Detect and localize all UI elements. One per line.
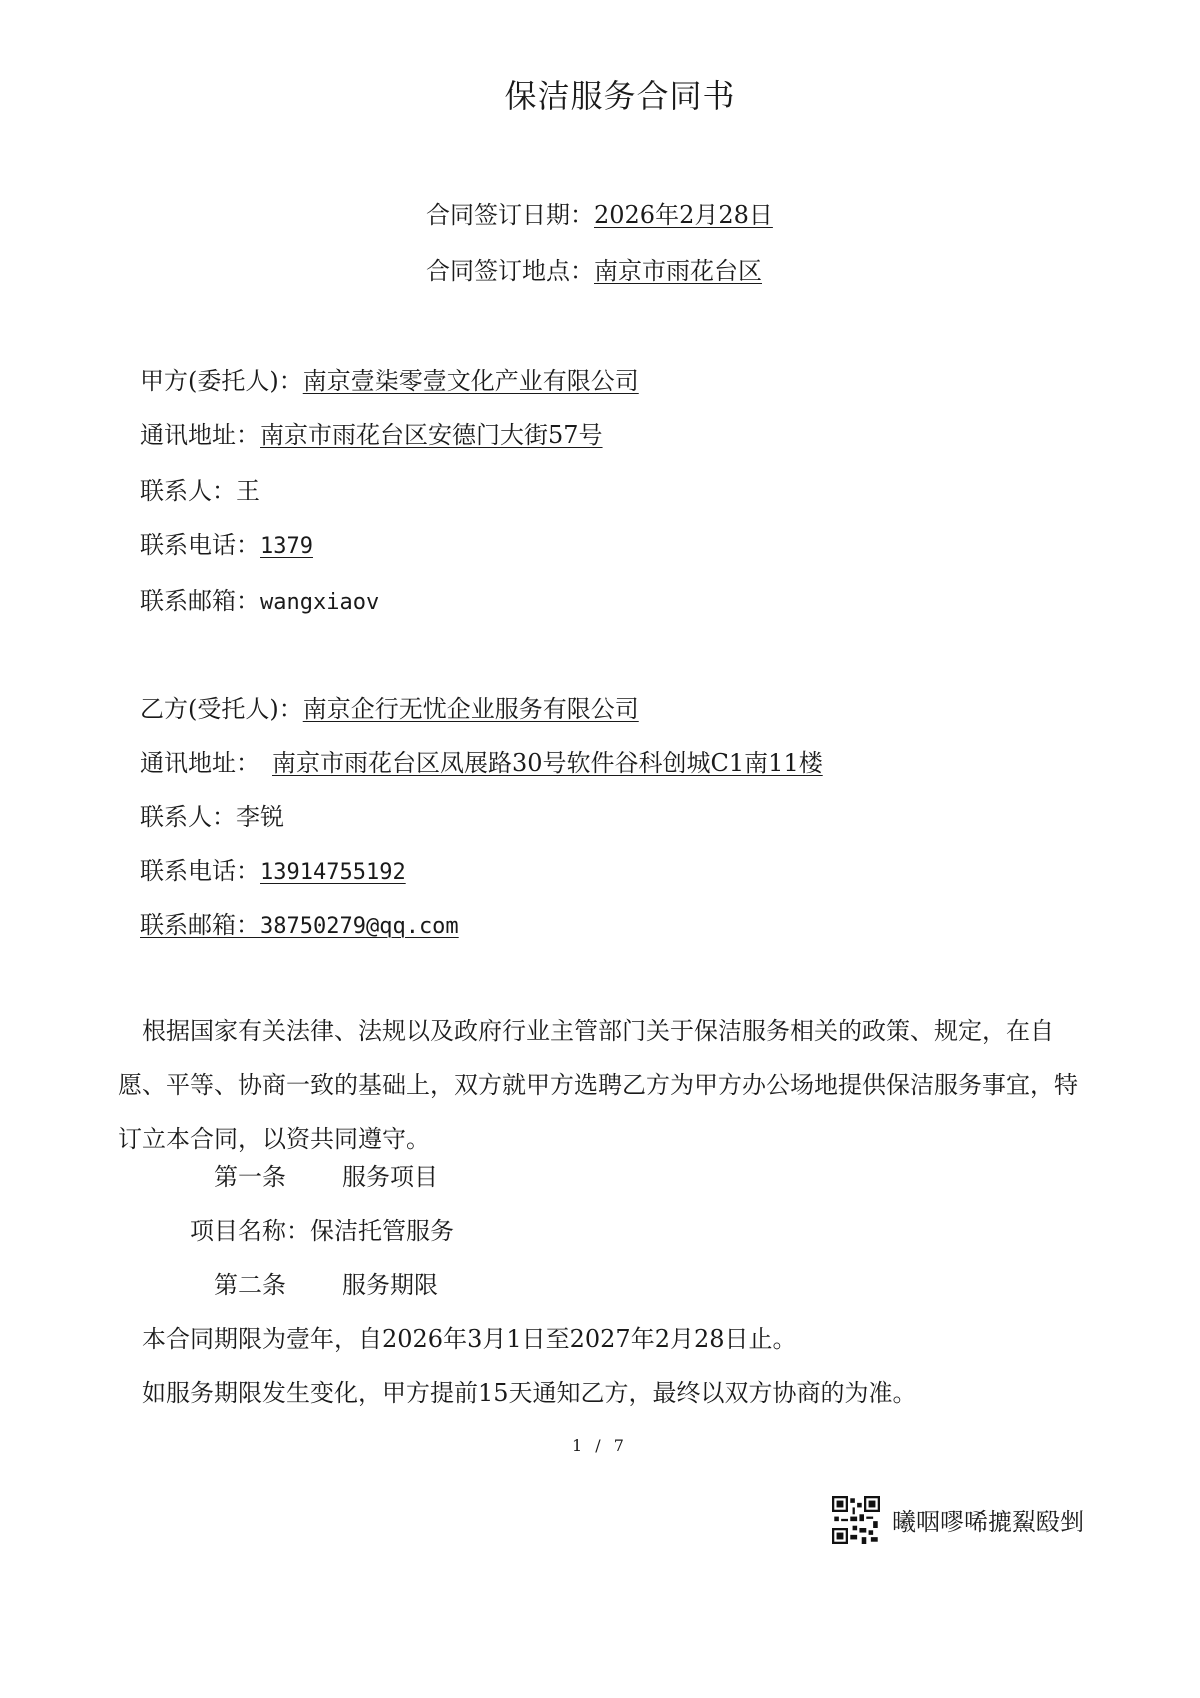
party-a-name-value: 南京壹柒零壹文化产业有限公司	[302, 367, 639, 395]
party-a-phone-row	[140, 530, 313, 562]
sign-date-value: 2026年2月28日	[594, 201, 773, 229]
party-a-name-label: 甲方(委托人)：	[140, 367, 303, 395]
party-b-name-label: 乙方(受托人)：	[140, 695, 303, 723]
article-1-item-value: 保洁托管服务	[310, 1217, 454, 1245]
sign-place-label: 合同签订地点：	[426, 257, 594, 285]
party-a-contact-value: 王	[236, 477, 260, 505]
party-a-name-row	[140, 366, 639, 396]
party-a-email-label: 联系邮箱：	[140, 587, 260, 615]
document-title: 保洁服务合同书	[504, 77, 736, 115]
party-b-phone-label: 联系电话：	[140, 857, 260, 885]
article-1-heading	[214, 1162, 438, 1192]
party-b-email-label: 联系邮箱：	[140, 911, 260, 939]
party-b-email-value: 38750279@qq.com	[260, 914, 459, 939]
party-b-contact-value: 李锐	[236, 803, 284, 831]
party-a-phone-label: 联系电话：	[140, 531, 260, 559]
party-a-address-value: 南京市雨花台区安德门大街57号	[260, 421, 603, 449]
article-1-item-row	[190, 1216, 454, 1246]
party-a-contact-row	[140, 476, 260, 506]
sign-date-label: 合同签订日期：	[426, 201, 594, 229]
party-a-contact-label: 联系人：	[140, 477, 236, 505]
sign-place-value: 南京市雨花台区	[594, 257, 762, 285]
preamble-paragraph	[118, 1004, 1078, 1166]
party-b-address-row	[140, 748, 823, 778]
party-a-address-row	[140, 420, 603, 450]
sign-date-row	[426, 200, 773, 230]
article-2-change-line: 如服务期限发生变化，甲方提前15天通知乙方，最终以双方协商的为准。	[142, 1379, 917, 1407]
party-a-email-row	[140, 586, 379, 618]
qr-code-icon	[832, 1496, 880, 1544]
article-2-number: 第二条	[214, 1271, 286, 1299]
party-b-address-value: 南京市雨花台区凤展路30号软件谷科创城C1南11楼	[272, 749, 823, 777]
party-a-phone-value: 1379	[260, 534, 313, 559]
preamble-text: 根据国家有关法律、法规以及政府行业主管部门关于保洁服务相关的政策、规定，在自愿、平等、协商一致的基础上，双方就甲方选聘乙方为甲方办公场地提供保洁服务事宜，特订立本合同，以资共同遵守。	[118, 1017, 1078, 1153]
article-2-heading	[214, 1270, 438, 1300]
party-b-phone-value: 13914755192	[260, 860, 406, 885]
article-1-number: 第一条	[214, 1163, 286, 1191]
party-b-contact-row	[140, 802, 284, 832]
party-b-contact-label: 联系人：	[140, 803, 236, 831]
party-b-address-label: 通讯地址：	[140, 749, 260, 777]
sign-place-row	[426, 256, 762, 286]
party-a-email-value: wangxiaov	[260, 590, 380, 615]
article-1-item-label: 项目名称：	[190, 1217, 310, 1245]
party-a-address-label: 通讯地址：	[140, 421, 260, 449]
party-b-email-row	[140, 910, 459, 942]
qr-caption: 曦咽嘐唏摝鮤殹剉	[892, 1508, 1084, 1536]
article-2-term-line: 本合同期限为壹年，自2026年3月1日至2027年2月28日止。	[142, 1325, 797, 1353]
article-2-title: 服务期限	[342, 1271, 438, 1299]
party-b-name-value: 南京企行无忧企业服务有限公司	[302, 695, 639, 723]
party-b-name-row	[140, 694, 639, 724]
party-b-phone-row	[140, 856, 406, 888]
page-number: 1 / 7	[572, 1436, 628, 1455]
article-1-title: 服务项目	[342, 1163, 438, 1191]
